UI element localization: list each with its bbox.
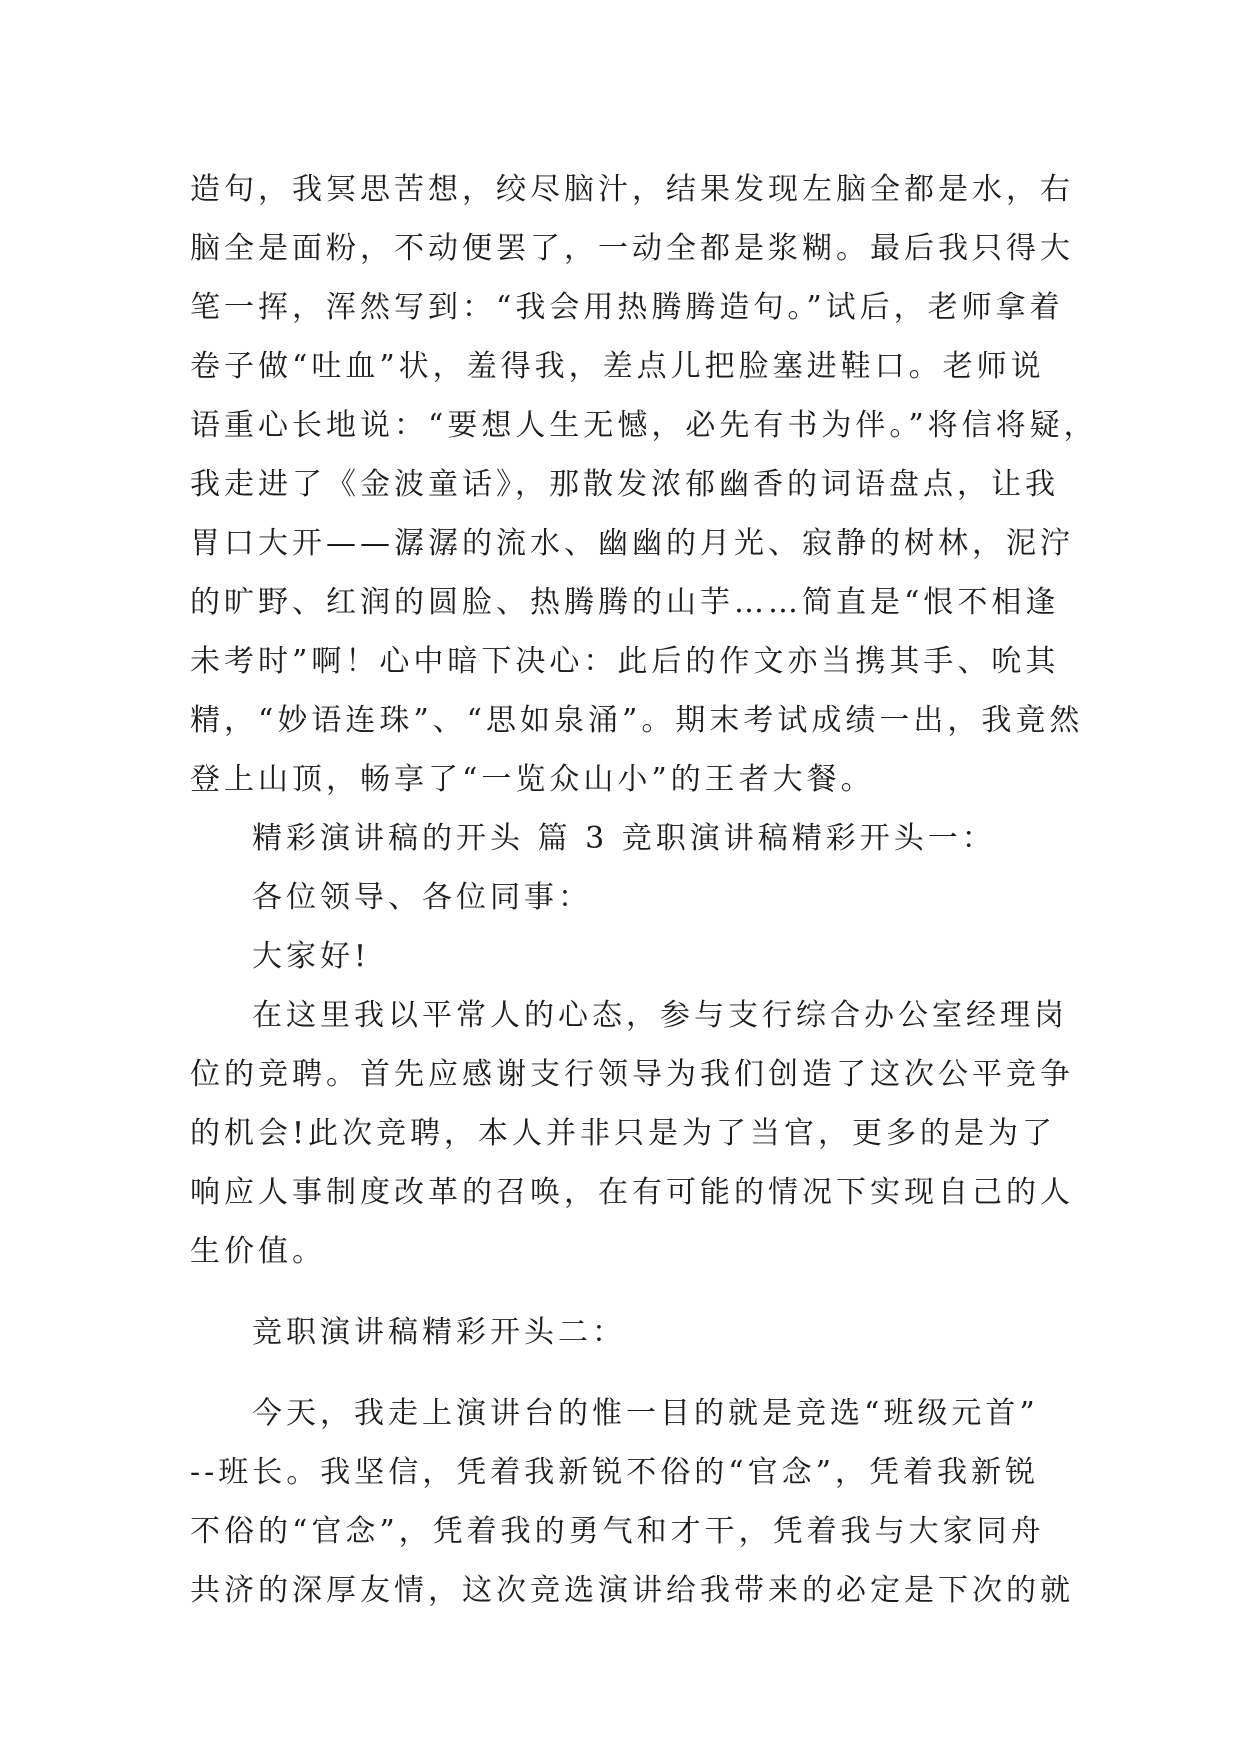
text-line: 精，“妙语连珠”、“思如泉涌”。期末考试成绩一出，我竟然 <box>190 703 1084 738</box>
text-line: 造句，我冥思苦想，绞尽脑汁，结果发现左脑全都是水，右 <box>190 172 1074 207</box>
text-line: 位的竞聘。首先应感谢支行领导为我们创造了这次公平竞争 <box>190 1057 1074 1092</box>
document-body <box>190 160 1098 1620</box>
section-heading: 精彩演讲稿的开头 篇 3 竞职演讲稿精彩开头一： <box>252 821 996 856</box>
text-line: 的机会!此次竞聘，本人并非只是为了当官，更多的是为了 <box>190 1116 1057 1151</box>
text-line: 生价值。 <box>190 1234 326 1269</box>
text-line: 未考时”啊！心中暗下决心：此后的作文亦当携其手、吮其 <box>190 644 1060 679</box>
text-line: 的旷野、红润的圆脸、热腾腾的山芋……简直是“恨不相逢 <box>190 585 1060 620</box>
text-line: 登上山顶，畅享了“一览众山小”的王者大餐。 <box>190 762 875 797</box>
greeting: 大家好! <box>252 939 371 974</box>
paragraph-start: 在这里我以平常人的心态，参与支行综合办公室经理岗 <box>252 998 1068 1033</box>
text-line: 我走进了《金波童话》，那散发浓郁幽香的词语盘点，让我 <box>190 467 1059 502</box>
text-line: 脑全是面粉，不动便罢了，一动全都是浆糊。最后我只得大 <box>190 231 1074 266</box>
salutation: 各位领导、各位同事： <box>252 880 592 915</box>
text-line: 卷子做“吐血”状，羞得我，差点儿把脸塞进鞋口。老师说 <box>190 349 1045 384</box>
text-line: 语重心长地说：“要想人生无憾，必先有书为伴。”将信将疑， <box>190 408 1098 443</box>
paragraph-start: 今天，我走上演讲台的惟一目的就是竞选“班级元首” <box>252 1396 1039 1431</box>
text-line: 胃口大开——潺潺的流水、幽幽的月光、寂静的树林，泥泞 <box>190 526 1074 561</box>
subheading: 竞职演讲稿精彩开头二： <box>252 1315 626 1350</box>
text-line: 共济的深厚友情，这次竞选演讲给我带来的必定是下次的就 <box>190 1573 1074 1608</box>
text-line: --班长。我坚信，凭着我新锐不俗的“官念”，凭着我新锐 <box>190 1455 1039 1490</box>
text-line: 不俗的“官念”，凭着我的勇气和才干，凭着我与大家同舟 <box>190 1514 1045 1549</box>
text-line: 响应人事制度改革的召唤，在有可能的情况下实现自己的人 <box>190 1175 1074 1210</box>
text-line: 笔一挥，浑然写到：“我会用热腾腾造句。”试后，老师拿着 <box>190 290 1064 325</box>
